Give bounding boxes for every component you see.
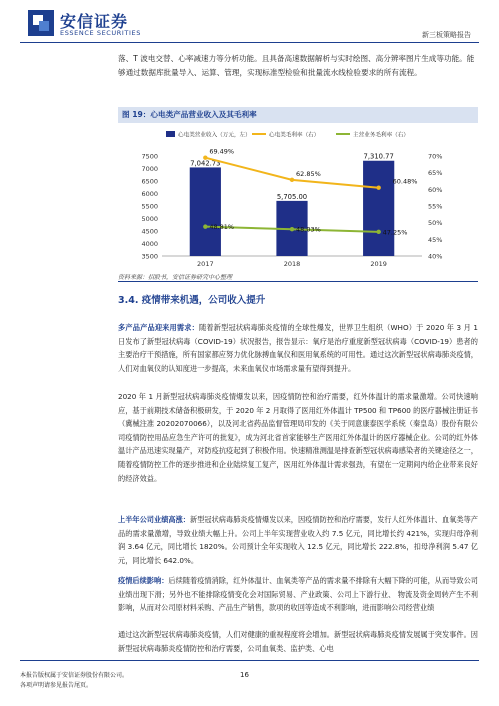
legend-label: 主营业务毛利率（右）: [353, 132, 409, 139]
margin-point: [203, 156, 207, 160]
page-number: 16: [240, 671, 249, 679]
paragraph-1-text: 随着新型冠状病毒肺炎疫情的全球性爆发，世界卫生组织（WHO）于 2020 年 3 月 1 日发布了新型冠状病毒（COVID-19）状况报告，报告显示：氧疗是治疗重度新型冠状病毒（COVID-19）患者的主要治疗干预措施，所有国家都应努力优化脉搏血氧仪和医用氧系统的可用性。通过这次新型冠状病毒肺炎疫情，人们对血氧仪的认知度进一步提高，未来血氧仪市场需求量有望得到提升。: [118, 323, 478, 373]
logo-text-cn: 安信证券: [60, 12, 129, 31]
line-data-label: 69.49%: [209, 147, 235, 156]
legend-label: 心电类营业收入（万元，左）: [178, 132, 251, 139]
y-right-tick-label: 55%: [428, 202, 443, 211]
y-right-tick-label: 45%: [428, 235, 443, 244]
footer-disclaimer: 各项声明请参见报告尾页。: [20, 682, 93, 689]
y-left-tick-label: 7000: [141, 165, 158, 173]
revenue-margin-chart: [118, 124, 478, 272]
paragraph-4: [118, 574, 478, 615]
figure-divider: [118, 281, 478, 282]
report-type: 新三板策略报告: [422, 31, 471, 39]
y-left-tick-label: 5500: [141, 202, 158, 211]
y-right-tick-label: 65%: [428, 169, 443, 178]
revenue-bar: [190, 167, 221, 256]
line-data-label: 60.48%: [392, 177, 418, 186]
essence-logo-icon: [28, 10, 54, 36]
paragraph-1-lead: 多产品产品迎来用需求：: [118, 323, 199, 332]
line-data-label: 48.03%: [296, 225, 321, 234]
bar-data-label: 5,705.00: [276, 192, 308, 201]
y-right-tick-label: 60%: [428, 185, 443, 194]
section-title: 3.4. 疫情带来机遇，公司收入提升: [118, 295, 266, 306]
margin-line: [205, 158, 378, 188]
line-data-label: 48.81%: [209, 223, 235, 232]
x-tick-label: 2019: [370, 260, 387, 268]
bar-data-label: 7,042.73: [190, 159, 221, 168]
bar-data-label: 7,310.77: [363, 152, 394, 161]
header-divider: [20, 42, 479, 43]
paragraph-4-lead: 疫情后续影响：: [118, 576, 169, 585]
paragraph-2-text: 2020 年 1 月新型冠状病毒肺炎疫情爆发以来，因疫情防控和治疗需要，红外体温计的需求量激增。公司快速响应，基于前期技术储备积极研发，于 2020 年 2 月取得了医用红外体温计 TP500 和 TP600 的医疗器械注册证书（冀械注准 20202070066），以及河北省药品监督管理局印发的《关于同意康泰医学系统（秦皇岛）股份有限公司疫情防控用品应急生产许可的批复》，成为河北省首家能够生产医用红外体温计的医疗器械企业。公司的红外体温计产品迅速实现量产，对防疫抗疫起到了积极作用。快速精准测温是排查新型冠状病毒感染者的关键途径之一，随着疫情防控工作的逐步推进和企业陆续复工复产，医用红外体温计需求强劲，有望在一定期间内给企业带来良好的经济效益。: [118, 392, 478, 483]
intro-paragraph: 落、T 波电交替、心率减速力等分析功能。且具备高速数据解析与实时绘图、高分辨率图片生成等功能。能够通过数据库批量导入、运算、管理，实现标准型检验和批量流水线检验要求的所有流程。: [118, 54, 475, 78]
y-left-tick-label: 7500: [141, 152, 158, 161]
paragraph-4-text: 后续随着疫情消除，红外体温计、血氧类等产品的需求量不排除有大幅下降的可能，从而导致公司业绩出现下滑；另外也不能排除疫情变化会对国际贸易、产业政策、公司上下游行业、 物流及资金周转产生不利影响，从而对公司原材料采购、产品生产销售，款项的收回等造成不利影响，进而影响公司经营业绩: [118, 576, 478, 613]
margin-point: [290, 178, 294, 182]
figure-source: 资料来源：招股书，安信证券研究中心整理: [118, 274, 233, 281]
y-left-tick-label: 5000: [141, 215, 158, 223]
margin-point: [376, 186, 380, 190]
line-data-label: 62.85%: [296, 169, 321, 178]
y-left-tick-label: 4500: [141, 227, 158, 236]
y-right-tick-label: 40%: [428, 252, 443, 261]
margin-point: [376, 230, 380, 234]
paragraph-5: [118, 628, 478, 655]
revenue-bar: [363, 161, 394, 256]
x-tick-label: 2018: [283, 260, 301, 268]
paragraph-1: [118, 321, 478, 375]
legend-label: 心电类毛利率（右）: [269, 132, 320, 139]
y-left-tick-label: 6500: [141, 177, 158, 186]
page-header: [0, 0, 499, 44]
paragraph-3-lead: 上半年公司业绩高涨：: [118, 515, 190, 524]
figure-title: 图 19：心电类产品营业收入及其毛利率: [118, 107, 478, 123]
margin-point: [290, 227, 294, 231]
y-right-tick-label: 50%: [428, 219, 443, 228]
paragraph-3-text: 新型冠状病毒肺炎疫情爆发以来，因疫情防控和治疗需要，发行人红外体温计、血氧类等产品的需求量激增，导致业绩大幅上升。公司上半年实现营业收入约 7.5 亿元，同比增长约 421%，实现归母净利润 3.64 亿元，同比增长 1820%。公司预计全年实现收入 12.5 亿元，同比增长 222.8%，扣母净利润 5.47 亿元，同比增长 642.0%。: [118, 515, 478, 565]
y-left-tick-label: 4000: [141, 240, 158, 248]
margin-point: [203, 224, 207, 228]
footer-divider: [20, 660, 479, 661]
legend-swatch: [166, 131, 175, 137]
y-right-tick-label: 70%: [428, 152, 443, 161]
x-tick-label: 2017: [197, 260, 214, 268]
paragraph-3: [118, 513, 478, 567]
y-left-tick-label: 3500: [141, 252, 158, 261]
logo-text-en: ESSENCE SECURITIES: [60, 29, 141, 37]
y-left-tick-label: 6000: [141, 190, 158, 198]
line-data-label: 47.25%: [382, 228, 408, 237]
paragraph-5-text: 通过这次新型冠状病毒肺炎疫情，人们对健康的重视程度将会增加。新型冠状病毒肺炎疫情发展属于突发事件。因新型冠状病毒肺炎疫情防控和治疗需要，公司血氧类、监护类、心电: [118, 630, 478, 653]
footer-copyright: 本报告版权属于安信证券股份有限公司。: [20, 672, 129, 679]
paragraph-2: [118, 390, 478, 485]
